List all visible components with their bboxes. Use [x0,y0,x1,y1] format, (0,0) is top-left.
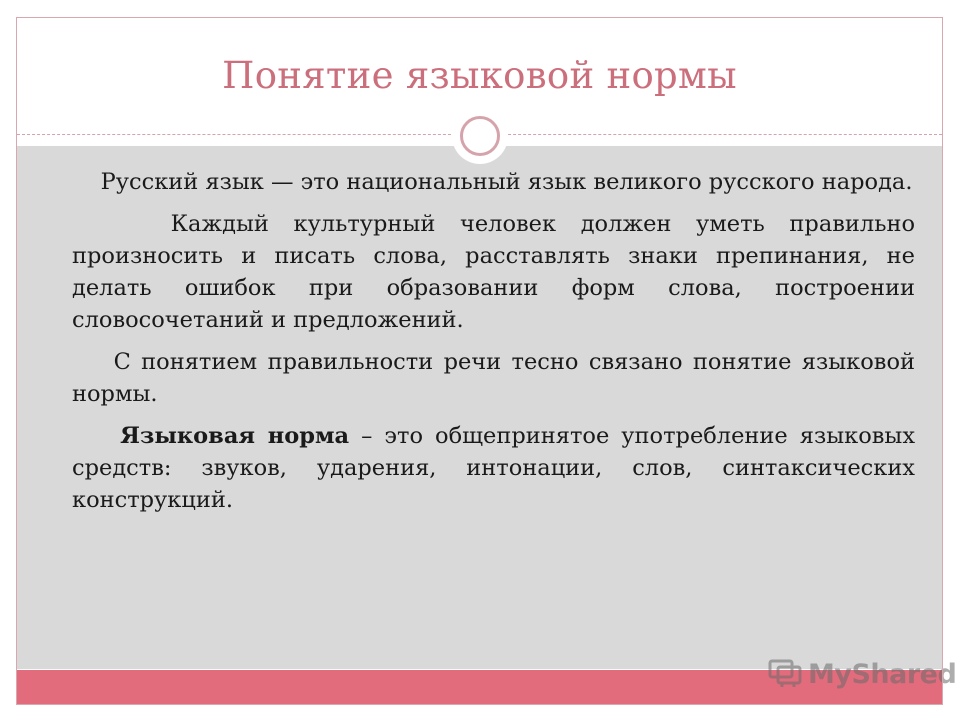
slide-title: Понятие языковой нормы [222,54,737,97]
paragraph-2-text: Каждый культурный человек должен уметь правильно произносить и писать слова, расставлять знаки препинания, не делать ошибок при образовании форм слова, построении словосочетаний и предложений. [72,211,915,333]
paragraph-4-text: – это общепринятое употребление языковых средств: звуков, ударения, интонации, слов, синтаксических конструкций. [72,423,916,513]
watermark-text: MyShared [808,658,957,690]
term-language-norm: Языковая норма [120,423,350,449]
paragraph-1-text: Русский язык — это национальный язык великого русского народа. [100,169,913,195]
paragraph-3-text: С понятием правильности речи тесно связано понятие языковой нормы. [72,349,916,407]
slide-frame [16,17,943,705]
